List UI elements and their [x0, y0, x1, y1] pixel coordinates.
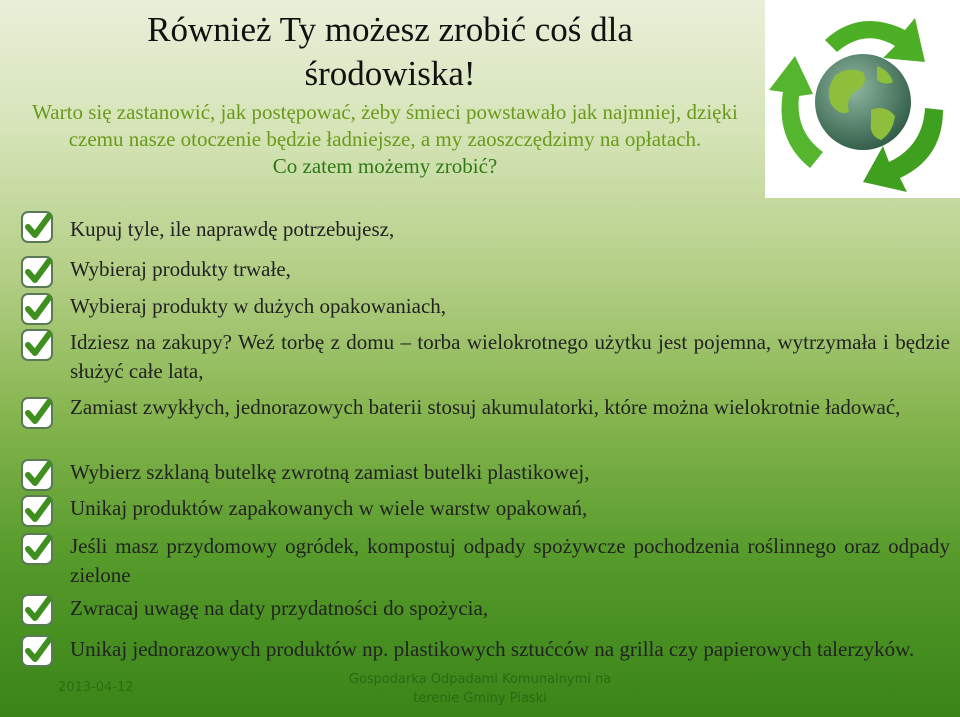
list-item-text: Wybierz szklaną butelkę zwrotną zamiast butelki plastikowej, — [70, 460, 590, 484]
recycling-globe-icon — [765, 0, 960, 198]
checkmark-icon — [20, 458, 54, 492]
list-item-text: Kupuj tyle, ile naprawdę potrzebujesz, — [70, 217, 395, 241]
footer-org-line1: Gospodarka Odpadami Komunalnymi na — [348, 672, 612, 687]
list-item-text: Wybieraj produkty w dużych opakowaniach, — [70, 294, 447, 318]
checkmark-icon — [20, 532, 54, 566]
intro-paragraph — [10, 99, 760, 180]
list-item-text: Jeśli masz przydomowy ogródek, kompostuj odpady spożywcze pochodzenia roślinnego oraz odpady zielone — [70, 534, 950, 587]
list-item-text: Zwracaj uwagę na daty przydatności do spożycia, — [70, 596, 489, 620]
intro-text: Warto się zastanowić, jak postępować, żeby śmieci powstawało jak najmniej, dzięki czemu nasze otoczenie będzie ładniejsze, a my zaoszczędzimy na opłatach. — [32, 100, 738, 151]
footer-organization — [330, 670, 630, 708]
checkmark-icon — [20, 494, 54, 528]
list-item-text: Idziesz na zakupy? Weź torbę z domu – torba wielokrotnego użytku jest pojemna, wytrzymała i będzie służyć całe lata, — [70, 330, 950, 383]
checkmark-icon — [20, 210, 54, 244]
footer-date: 2013-04-12 — [58, 680, 134, 695]
checkmark-icon — [20, 634, 54, 668]
slide-title: Również Ty możesz zrobić coś dla środowiska! — [147, 10, 633, 93]
intro-cta: Co zatem możemy zrobić? — [272, 154, 498, 178]
checkmark-icon — [20, 328, 54, 362]
list-item-text: Unikaj jednorazowych produktów np. plastikowych sztućców na grilla czy papierowych talerzyków. — [70, 637, 915, 661]
list-item-text: Wybieraj produkty trwałe, — [70, 257, 291, 281]
checkmark-icon — [20, 255, 54, 289]
checkmark-icon — [20, 292, 54, 326]
footer-org-line2: terenie Gminy Piaski — [413, 691, 547, 706]
list-item-text: Unikaj produktów zapakowanych w wiele warstw opakowań, — [70, 496, 588, 520]
checkmark-icon — [20, 396, 54, 430]
checkmark-icon — [20, 593, 54, 627]
list-item-text: Zamiast zwykłych, jednorazowych baterii stosuj akumulatorki, które można wielokrotnie ładować, — [70, 395, 901, 419]
